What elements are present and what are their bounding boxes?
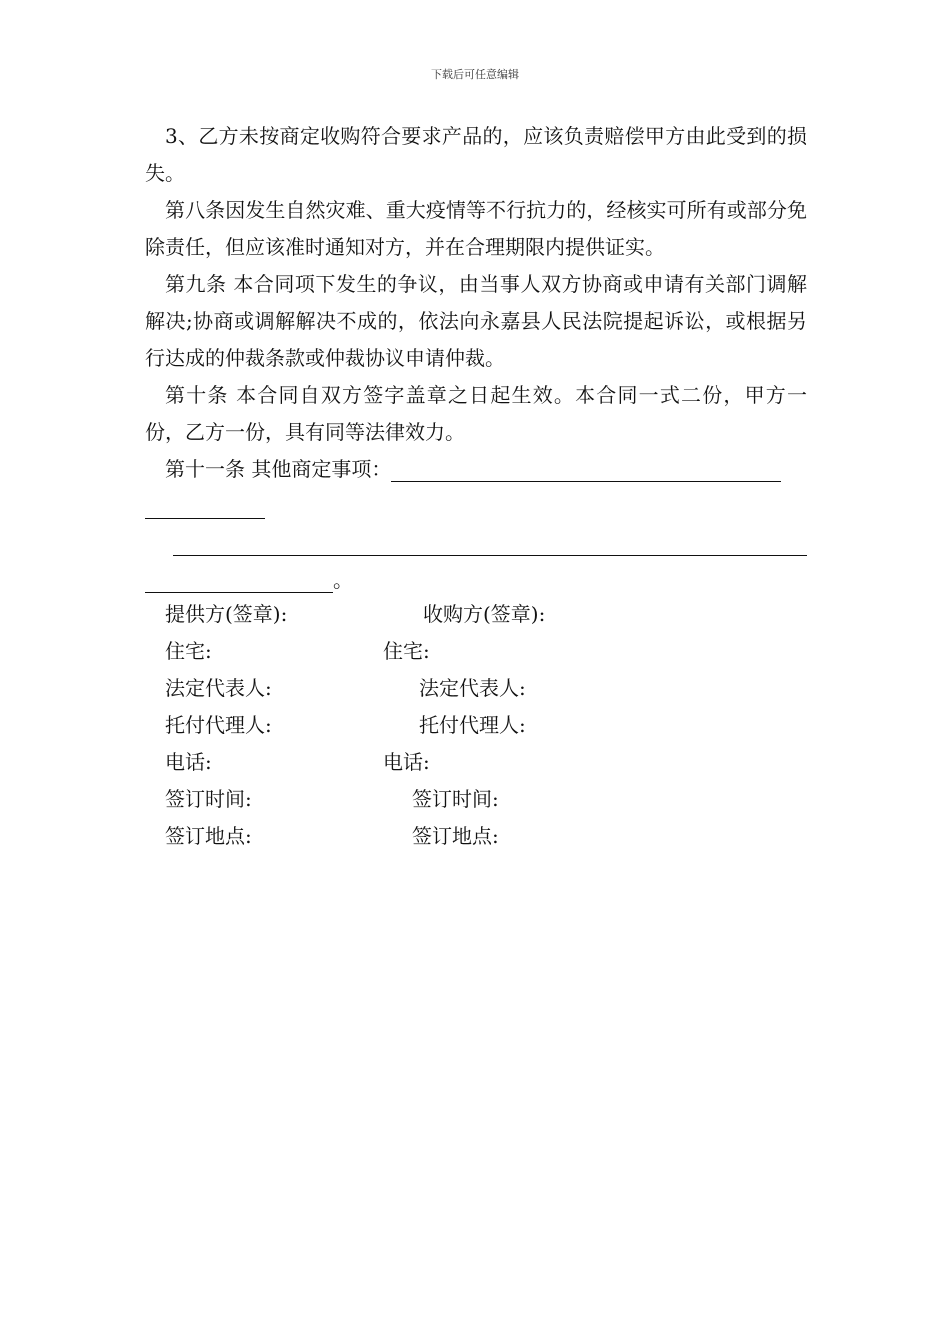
signature-left-label: 签订时间:	[165, 787, 252, 811]
signature-right-label: 签订地点:	[412, 824, 499, 848]
signature-row	[165, 818, 785, 855]
signature-row	[165, 781, 785, 818]
blank-line	[145, 592, 333, 593]
paragraph-clause-3: 3、乙方未按商定收购符合要求产品的，应该负责赔偿甲方由此受到的损失。	[145, 124, 807, 185]
signature-row	[165, 744, 785, 781]
signature-right-label: 电话:	[383, 750, 430, 774]
blank-line-row	[145, 562, 807, 599]
signature-block	[165, 596, 785, 855]
signature-right-label: 托付代理人:	[419, 713, 526, 737]
signature-row	[165, 707, 785, 744]
paragraph-article-10: 第十条 本合同自双方签字盖章之日起生效。本合同一式二份，甲方一份，乙方一份，具有同等法律效力。	[145, 383, 807, 444]
blank-line-row	[145, 488, 807, 525]
signature-right-label: 法定代表人:	[419, 676, 526, 700]
signature-left-label: 住宅:	[165, 639, 212, 663]
signature-right-label: 签订时间:	[412, 787, 499, 811]
signature-right-label: 收购方(签章):	[423, 602, 546, 626]
contract-body	[145, 118, 807, 599]
page-header: 下载后可任意编辑	[431, 68, 519, 81]
signature-left-label: 托付代理人:	[165, 713, 272, 737]
signature-row	[165, 633, 785, 670]
end-mark: 。	[333, 568, 353, 592]
signature-row	[165, 596, 785, 633]
signature-left-label: 法定代表人:	[165, 676, 272, 700]
blank-line	[145, 518, 265, 519]
blank-line	[173, 555, 807, 556]
blank-line	[391, 481, 781, 482]
blank-line-row	[145, 525, 807, 562]
article-11	[145, 451, 807, 488]
paragraph-article-8: 第八条因发生自然灾难、重大疫情等不行抗力的，经核实可所有或部分免除责任，但应该准时通知对方，并在合理期限内提供证实。	[145, 198, 807, 259]
article-11-label: 第十一条 其他商定事项：	[165, 457, 392, 481]
signature-left-label: 提供方(签章):	[165, 602, 288, 626]
signature-left-label: 签订地点:	[165, 824, 252, 848]
signature-row	[165, 670, 785, 707]
signature-left-label: 电话:	[165, 750, 212, 774]
paragraph-article-9: 第九条 本合同项下发生的争议，由当事人双方协商或申请有关部门调解解决;协商或调解解决不成的，依法向永嘉县人民法院提起诉讼，或根据另行达成的仲裁条款或仲裁协议申请仲裁。	[145, 272, 807, 370]
signature-right-label: 住宅:	[383, 639, 430, 663]
